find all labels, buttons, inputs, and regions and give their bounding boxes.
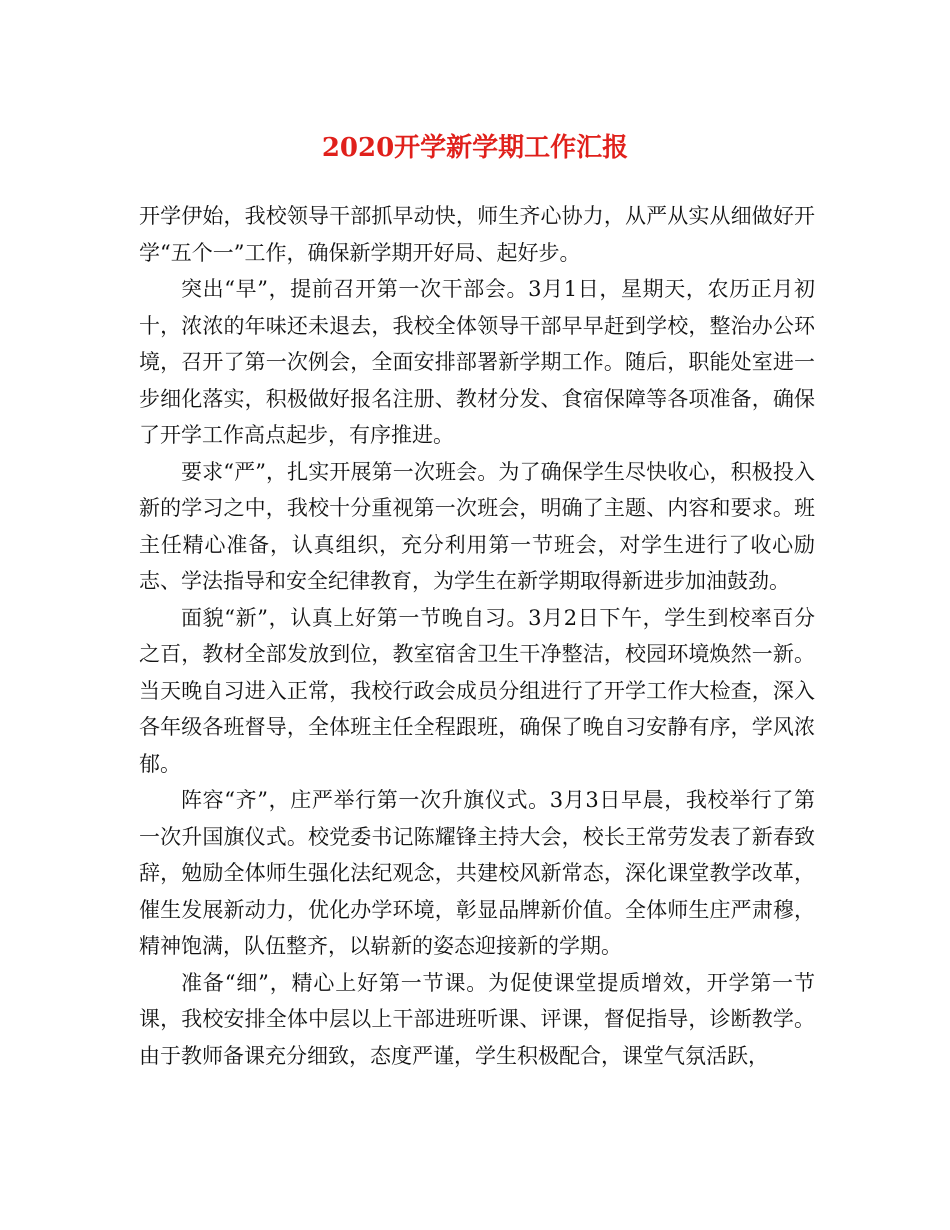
paragraph-early: 突出“早”，提前召开第一次干部会。3月1日，星期天，农历正月初十，浓浓的年味还未退去，我校全体领导干部早早赶到学校，整治办公环境，召开了第一次例会，全面安排部署新学期工作。随后，职能处室进一步细化落实，积极做好报名注册、教材分发、食宿保障等各项准备，确保了开学工作高点起步，有序推进。 xyxy=(139,277,815,447)
document-title: 2020开学新学期工作汇报 xyxy=(321,133,629,163)
paragraph-new: 面貌“新”，认真上好第一节晚自习。3月2日下午，学生到校率百分之百，教材全部发放到位，教室宿舍卫生干净整洁，校园环境焕然一新。当天晚自习进入正常，我校行政会成员分组进行了开学工作大检查，深入各年级各班督导，全体班主任全程跟班，确保了晚自习安静有序，学风浓郁。 xyxy=(139,605,815,776)
document-body xyxy=(139,198,815,1074)
paragraph-strict: 要求“严”，扎实开展第一次班会。为了确保学生尽快收心，积极投入新的学习之中，我校十分重视第一次班会，明确了主题、内容和要求。班主任精心准备，认真组织，充分利用第一节班会，对学生进行了收心励志、学法指导和安全纪律教育，为学生在新学期取得新进步加油鼓劲。 xyxy=(139,459,815,593)
paragraph-orderly: 阵容“齐”，庄严举行第一次升旗仪式。3月3日早晨，我校举行了第一次升国旗仪式。校党委书记陈耀锋主持大会，校长王常劳发表了新春致辞，勉励全体师生强化法纪观念，共建校风新常态，深化课堂教学改革，催生发展新动力，优化办学环境，彰显品牌新价值。全体师生庄严肃穆，精神饱满，队伍整齐，以崭新的姿态迎接新的学期。 xyxy=(139,788,815,958)
paragraph-detailed: 准备“细”，精心上好第一节课。为促使课堂提质增效，开学第一节课，我校安排全体中层以上干部进班听课、评课，督促指导，诊断教学。由于教师备课充分细致，态度严谨，学生积极配合，课堂气氛活跃， xyxy=(139,970,815,1068)
paragraph-intro: 开学伊始，我校领导干部抓早动快，师生齐心协力，从严从实从细做好开学“五个一”工作，确保新学期开好局、起好步。 xyxy=(139,204,815,265)
